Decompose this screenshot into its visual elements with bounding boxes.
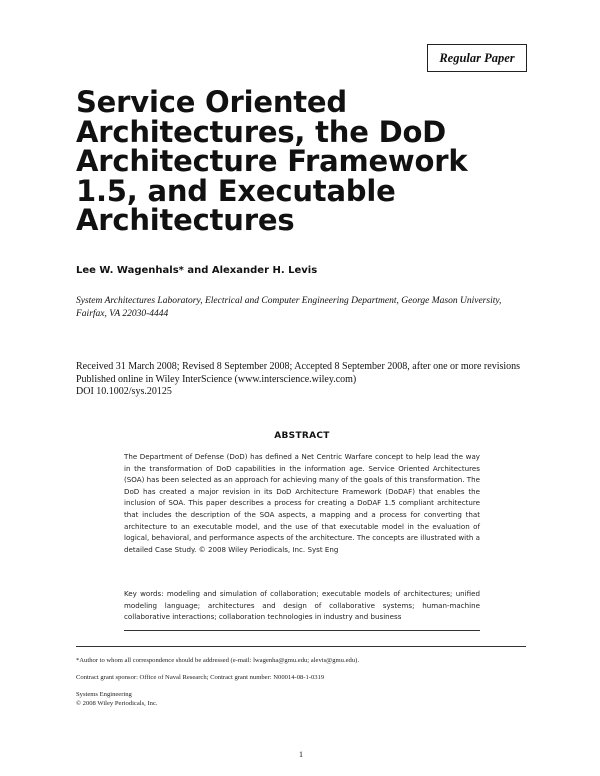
- copyright-notice: © 2008 Wiley Periodicals, Inc.: [76, 700, 158, 707]
- title-line: Service Oriented: [76, 85, 347, 119]
- footnote-divider: [76, 646, 526, 647]
- author-list: Lee W. Wagenhals* and Alexander H. Levis: [76, 265, 318, 276]
- received-dates: Received 31 March 2008; Revised 8 September 2008; Accepted 8 September 2008, after one or more revisions: [76, 361, 521, 372]
- affiliation: System Architectures Laboratory, Electrical and Computer Engineering Department, George Mason University, Fairfax, VA 22030-4444: [76, 296, 502, 319]
- doi: DOI 10.1002/sys.20125: [76, 386, 172, 397]
- grant-footnote: Contract grant sponsor: Office of Naval Research; Contract grant number: N00014-08-1-0319: [76, 674, 325, 681]
- publication-info: [76, 361, 546, 399]
- paper-type-badge: Regular Paper: [427, 44, 527, 72]
- abstract-divider: [124, 630, 480, 631]
- online-publication: Published online in Wiley InterScience (www.interscience.wiley.com): [76, 373, 357, 385]
- abstract-heading: ABSTRACT: [274, 431, 330, 441]
- title-line: Architectures: [76, 203, 295, 237]
- title-line: Architecture Framework: [76, 144, 468, 178]
- correspondence-footnote: *Author to whom all correspondence should be addressed (e-mail: lwagenha@gmu.edu; alevis@gmu.edu).: [76, 657, 359, 664]
- keywords: Key words: modeling and simulation of collaboration; executable models of architectures; unified modeling language; architectures and design of collaborative systems; human-machine collaborative interactions; collaboration technologies in industry and business: [124, 589, 480, 622]
- title-line: 1.5, and Executable: [76, 173, 396, 208]
- abstract-text: The Department of Defense (DoD) has defined a Net Centric Warfare concept to help lead the way in the transformation of DoD capabilities in the information age. Service Oriented Architectures (SOA) has been selected as an approach for achieving many of the goals of this transformation. The DoD has created a major revision in its DoD Architecture Framework (DoDAF) that enables the inclusion of SOA. This paper describes a process for creating a DoDAF 1.5 compliant architecture that includes the description of the SOA aspects, a mapping and a process for converting that architecture to an executable model, and the use of that executable model in the evaluation of logical, behavioral, and performance aspects of the architecture. The concepts are illustrated with a detailed Case Study. © 2008 Wiley Periodicals, Inc. Syst Eng: [124, 452, 480, 554]
- journal-footnote: [76, 690, 546, 708]
- paper-title: [76, 85, 546, 237]
- title-line: Architectures, the DoD: [76, 114, 447, 149]
- page-number: 1: [299, 750, 303, 759]
- journal-name: Systems Engineering: [76, 691, 132, 698]
